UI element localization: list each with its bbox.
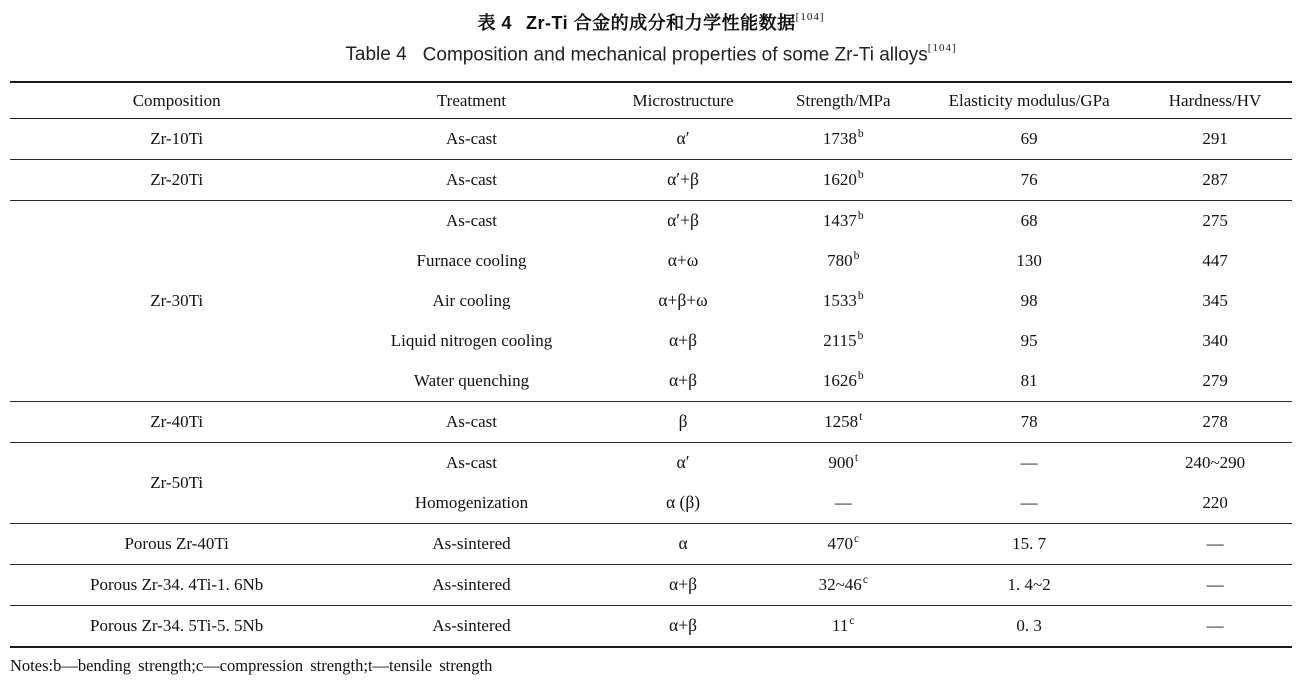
column-header-microstructure: Microstructure [632, 90, 734, 110]
composition-cell: Zr-10Ti [150, 128, 204, 148]
microstructure-cell: α′ [676, 452, 690, 473]
microstructure-cell: α′+β [667, 210, 699, 231]
microstructure-cell: α (β) [665, 492, 701, 513]
hardness-cell: 287 [1202, 169, 1228, 189]
treatment-cell: As-cast [446, 452, 497, 472]
composition-cell: Zr-30Ti [150, 290, 204, 310]
table-row [10, 442, 1292, 483]
strength-type-superscript: b [857, 290, 864, 303]
hardness-cell: — [1206, 574, 1224, 594]
microstructure-cell: α+β [669, 330, 697, 351]
modulus-cell: 95 [1020, 330, 1038, 350]
alloy-properties-table [10, 81, 1292, 648]
microstructure-cell: α′+β [667, 169, 699, 190]
column-header-hardness: Hardness/HV [1168, 90, 1262, 110]
composition-cell: Porous Zr-34. 5Ti-5. 5Nb [90, 615, 264, 635]
strength-type-superscript: c [853, 533, 860, 546]
table-row [10, 564, 1292, 605]
microstructure-cell: α+β [669, 574, 697, 595]
treatment-cell: Homogenization [414, 492, 529, 512]
strength-cell: — [834, 492, 852, 512]
strength-cell: 900$^t$ [828, 452, 859, 472]
microstructure-cell: α+ω [667, 250, 699, 271]
hardness-cell: 291 [1202, 128, 1228, 148]
hardness-cell: 279 [1202, 370, 1228, 390]
table-row [10, 159, 1292, 200]
composition-cell: Zr-40Ti [150, 411, 204, 431]
strength-cell: 1533$^b$ [822, 290, 864, 310]
strength-type-superscript: t [859, 411, 863, 424]
modulus-cell: — [1020, 452, 1038, 472]
strength-cell: 780$^b$ [827, 250, 860, 270]
strength-type-superscript: t [854, 452, 859, 465]
treatment-cell: Water quenching [413, 370, 530, 390]
hardness-cell: 278 [1202, 411, 1228, 431]
modulus-cell: 1. 4~2 [1007, 574, 1051, 594]
hardness-cell: 345 [1202, 290, 1228, 310]
strength-cell: 470$^c$ [827, 533, 860, 553]
table-title-zh: Zr-Ti 合金的成分和力学性能数据 [526, 13, 796, 33]
modulus-cell: 0. 3 [1016, 615, 1042, 635]
table-number-en: Table 4 [345, 44, 407, 66]
modulus-cell: 69 [1020, 128, 1038, 148]
modulus-cell: 68 [1020, 210, 1038, 230]
table-title-en: Composition and mechanical properties of some Zr-Ti alloys [422, 44, 928, 66]
strength-cell: 1626$^b$ [822, 370, 864, 390]
table-row [10, 118, 1292, 159]
hardness-cell: 340 [1202, 330, 1228, 350]
strength-cell: 1258$^t$ [824, 411, 863, 431]
strength-type-superscript: c [862, 574, 868, 587]
citation-ref-zh: [104] [795, 11, 825, 23]
table-row [10, 401, 1292, 442]
composition-cell: Zr-20Ti [150, 169, 204, 189]
treatment-cell: As-cast [446, 411, 497, 431]
strength-cell: 1437$^b$ [822, 210, 864, 230]
strength-type-superscript: c [849, 615, 855, 628]
modulus-cell: 98 [1020, 290, 1038, 310]
hardness-cell: 220 [1202, 492, 1228, 512]
strength-cell: 11$^c$ [832, 615, 855, 635]
table-header [10, 82, 1292, 118]
microstructure-cell: α+β+ω [658, 290, 708, 311]
strength-cell: 32~46$^c$ [818, 574, 868, 594]
table-row [10, 605, 1292, 647]
modulus-cell: — [1020, 492, 1038, 512]
column-header-composition: Composition [132, 90, 221, 110]
treatment-cell: As-cast [446, 210, 497, 230]
modulus-cell: 81 [1020, 370, 1038, 390]
table-notes: Notes:b—bending strength;c—compression strength;t—tensile strength [10, 655, 493, 675]
table-body [10, 118, 1292, 647]
composition-cell: Porous Zr-34. 4Ti-1. 6Nb [90, 574, 264, 594]
column-header-strength: Strength/MPa [796, 90, 891, 110]
strength-type-superscript: b [857, 330, 864, 343]
strength-type-superscript: b [857, 210, 864, 223]
treatment-cell: Furnace cooling [416, 250, 527, 270]
treatment-cell: As-cast [446, 169, 497, 189]
table-caption-chinese [0, 0, 1302, 35]
treatment-cell: Liquid nitrogen cooling [390, 330, 553, 350]
strength-cell: 1738$^b$ [822, 128, 864, 148]
treatment-cell: As-sintered [432, 533, 511, 553]
hardness-cell: 240~290 [1184, 452, 1246, 472]
microstructure-cell: α′ [676, 128, 690, 149]
header-row [10, 82, 1292, 118]
modulus-cell: 130 [1016, 250, 1042, 270]
microstructure-cell: α+β [669, 615, 697, 636]
microstructure-cell: α+β [669, 370, 697, 391]
citation-ref-en: [104] [927, 42, 957, 54]
column-header-treatment: Treatment [436, 90, 507, 110]
treatment-cell: As-sintered [432, 574, 511, 594]
composition-cell: Porous Zr-40Ti [124, 533, 229, 553]
strength-type-superscript: b [857, 169, 864, 182]
table-row [10, 200, 1292, 241]
strength-cell: 1620$^b$ [822, 169, 864, 189]
modulus-cell: 15. 7 [1012, 533, 1047, 553]
treatment-cell: As-cast [446, 128, 497, 148]
microstructure-cell: β [678, 411, 688, 432]
modulus-cell: 78 [1020, 411, 1038, 431]
hardness-cell: — [1206, 615, 1224, 635]
hardness-cell: 447 [1202, 250, 1228, 270]
table-caption-english [0, 44, 1302, 66]
modulus-cell: 76 [1020, 169, 1038, 189]
table-number-zh: 表 4 [477, 13, 512, 33]
strength-cell: 2115$^b$ [823, 330, 864, 350]
strength-type-superscript: b [857, 370, 864, 383]
hardness-cell: — [1206, 533, 1224, 553]
composition-cell: Zr-50Ti [150, 472, 204, 492]
hardness-cell: 275 [1202, 210, 1228, 230]
strength-type-superscript: b [857, 128, 864, 141]
table-row [10, 523, 1292, 564]
strength-type-superscript: b [853, 250, 860, 263]
microstructure-cell: α [678, 533, 688, 554]
treatment-cell: Air cooling [432, 290, 511, 310]
column-header-modulus: Elasticity modulus/GPa [948, 90, 1110, 110]
treatment-cell: As-sintered [432, 615, 511, 635]
